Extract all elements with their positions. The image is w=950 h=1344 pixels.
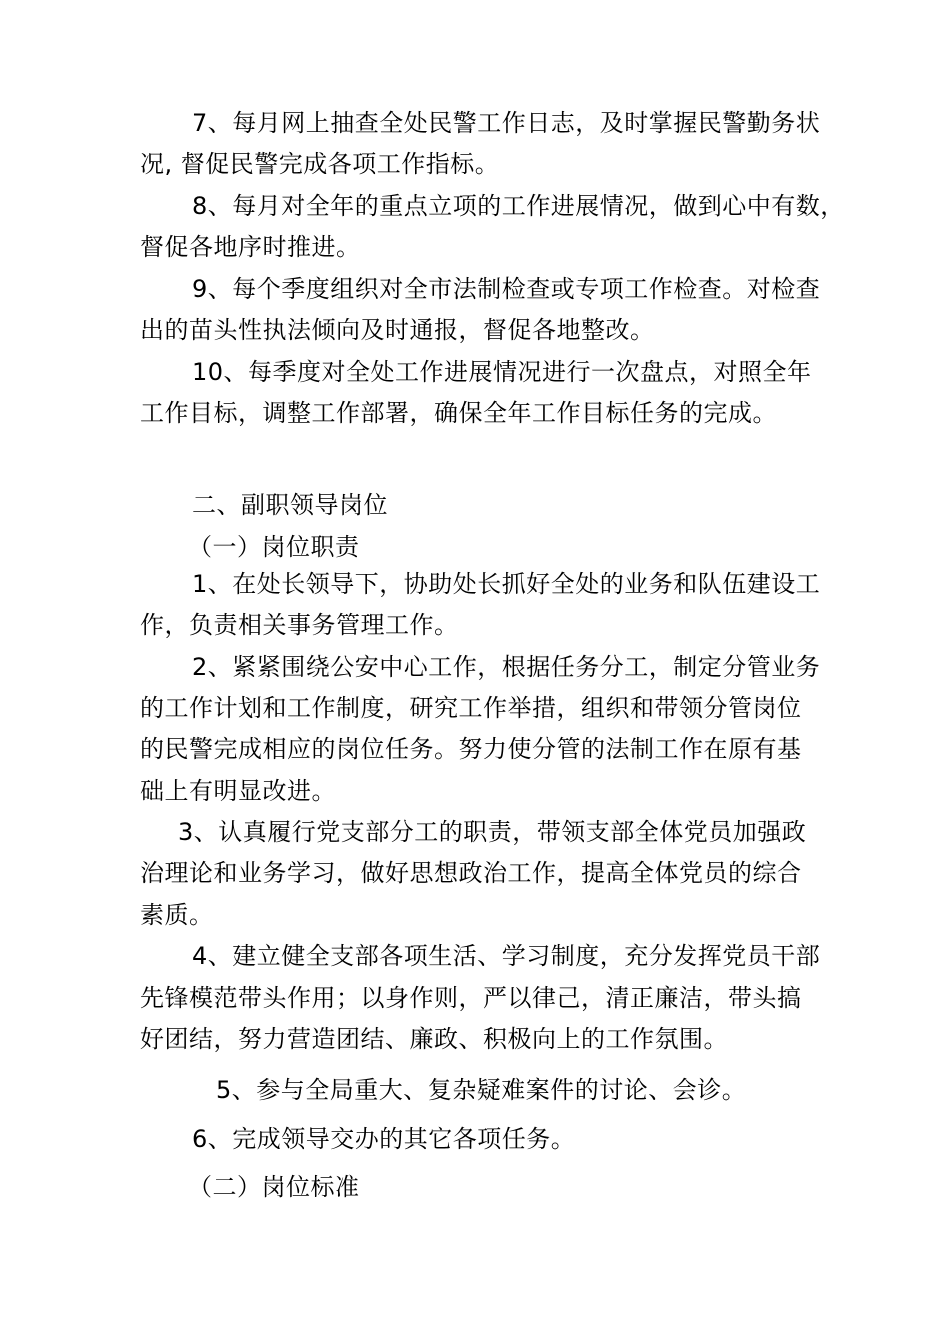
item-1-line-1: 1、在处长领导下，协助处长抓好全处的业务和队伍建设工 xyxy=(192,570,821,598)
item-6-line-1: 6、完成领导交办的其它各项任务。 xyxy=(192,1125,576,1153)
paragraph-9-line-1: 9、每个季度组织对全市法制检查或专项工作检查。对检查 xyxy=(192,275,821,303)
item-4-line-1: 4、建立健全支部各项生活、学习制度，充分发挥党员干部 xyxy=(192,942,821,970)
paragraph-7-line-2: 况, 督促民警完成各项工作指标。 xyxy=(140,150,500,178)
item-5-line-1: 5、参与全局重大、复杂疑难案件的讨论、会诊。 xyxy=(216,1076,747,1104)
section-heading: 二、副职领导岗位 xyxy=(192,491,388,519)
paragraph-9-line-2: 出的苗头性执法倾向及时通报，督促各地整改。 xyxy=(140,316,655,344)
item-2-line-2: 的工作计划和工作制度，研究工作举措，组织和带领分管岗位 xyxy=(140,694,802,722)
subsection-heading-standards: （二）岗位标准 xyxy=(188,1173,360,1201)
item-3-line-2: 治理论和业务学习，做好思想政治工作，提高全体党员的综合 xyxy=(140,859,802,887)
paragraph-8-line-2: 督促各地序时推进。 xyxy=(140,233,361,261)
item-2-line-4: 础上有明显改进。 xyxy=(140,777,336,805)
item-3-line-1: 3、认真履行党支部分工的职责，带领支部全体党员加强政 xyxy=(178,818,807,846)
paragraph-7-line-1: 7、每月网上抽查全处民警工作日志，及时掌握民警勤务状 xyxy=(192,109,821,137)
item-2-line-1: 2、紧紧围绕公安中心工作，根据任务分工，制定分管业务 xyxy=(192,653,821,681)
paragraph-10-line-2: 工作目标，调整工作部署，确保全年工作目标任务的完成。 xyxy=(140,399,777,427)
paragraph-10-line-1: 10、每季度对全处工作进展情况进行一次盘点，对照全年 xyxy=(192,358,812,386)
item-2-line-3: 的民警完成相应的岗位任务。努力使分管的法制工作在原有基 xyxy=(140,735,802,763)
item-3-line-3: 素质。 xyxy=(140,901,214,929)
item-1-line-2: 作，负责相关事务管理工作。 xyxy=(140,611,459,639)
paragraph-8-line-1: 8、每月对全年的重点立项的工作进展情况，做到心中有数， xyxy=(192,192,845,220)
item-4-line-3: 好团结，努力营造团结、廉政、积极向上的工作氛围。 xyxy=(140,1025,728,1053)
item-4-line-2: 先锋模范带头作用；以身作则，严以律己，清正廉洁，带头搞 xyxy=(140,984,802,1012)
subsection-heading-duties: （一）岗位职责 xyxy=(188,533,360,561)
